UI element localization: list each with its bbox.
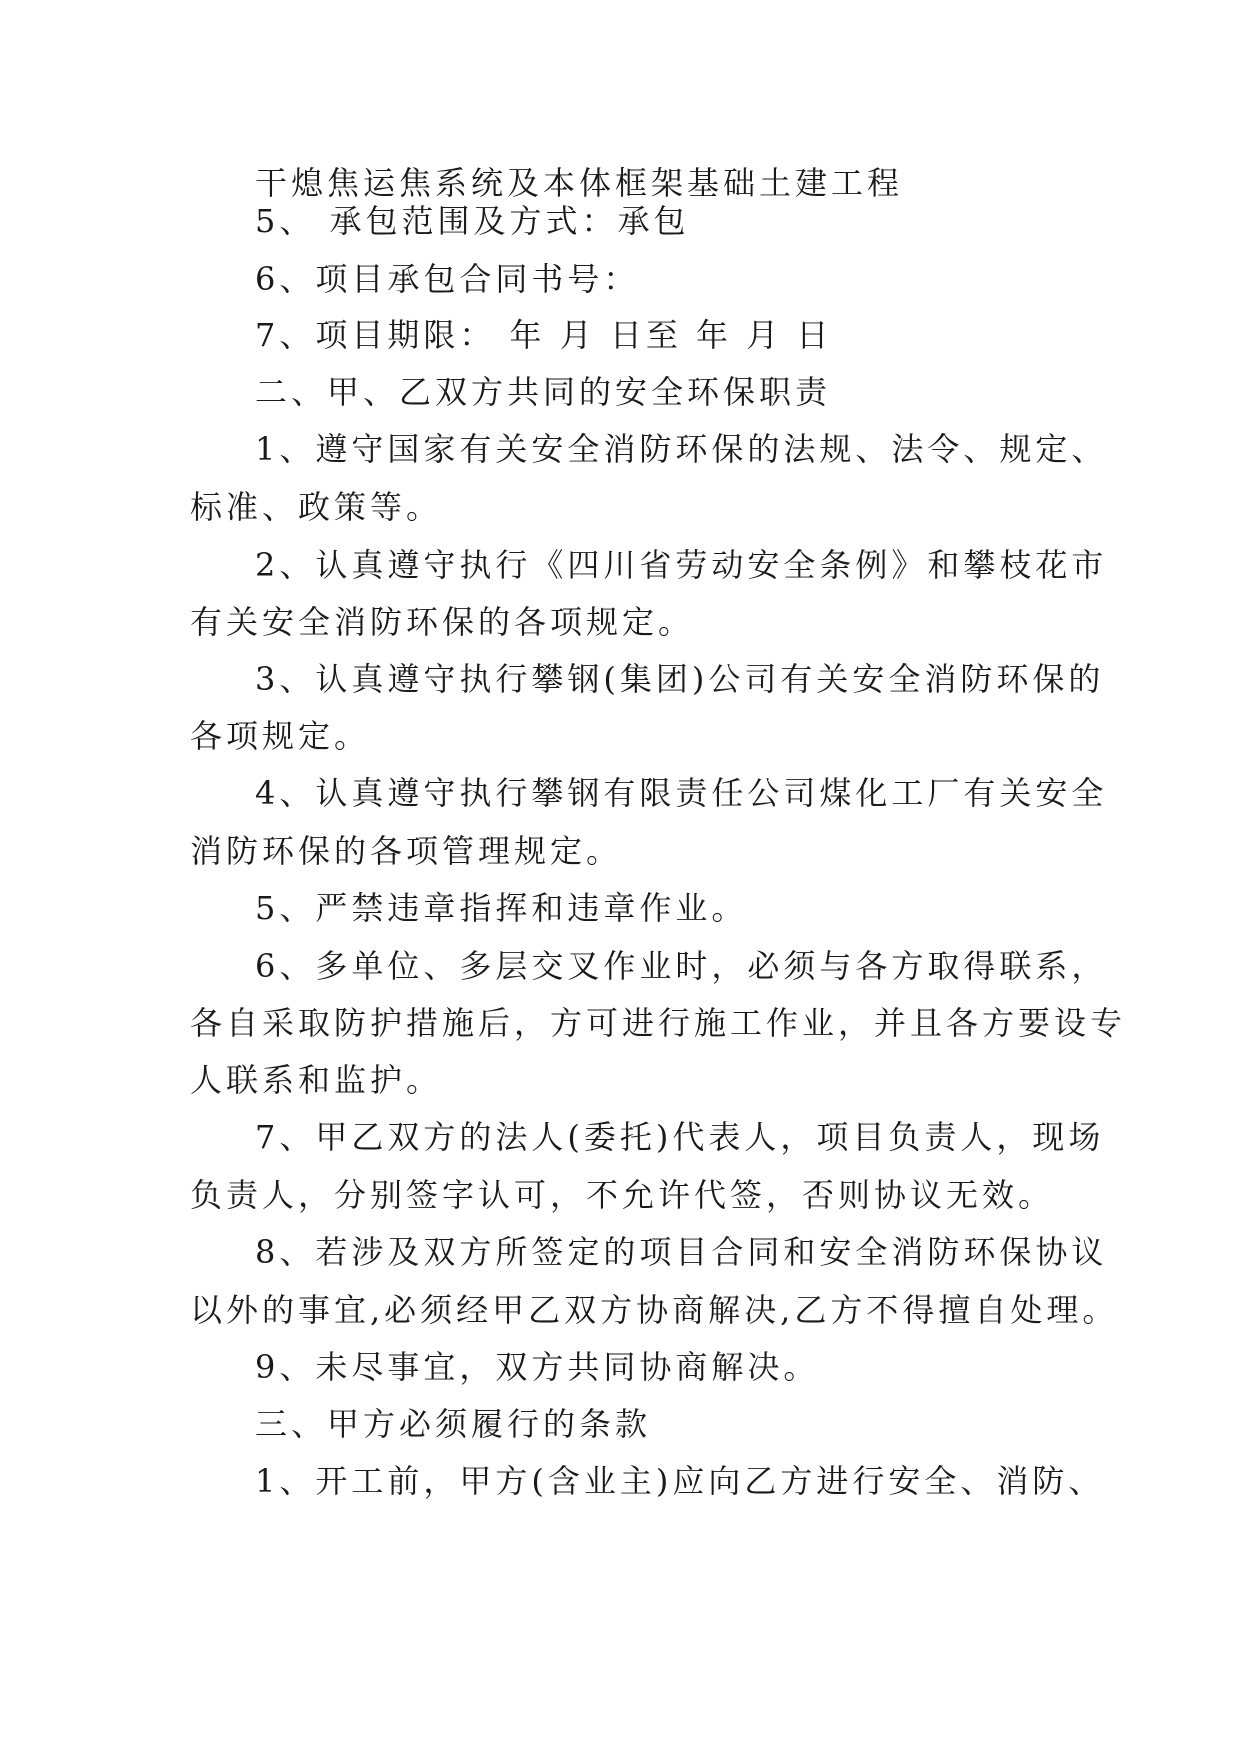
- text-line: 消防环保的各项管理规定。: [190, 832, 623, 870]
- text-line: 负责人，分别签字认可，不允许代签，否则协议无效。: [190, 1176, 1055, 1214]
- text-line: 1、开工前，甲方(含业主)应向乙方进行安全、消防、: [255, 1462, 1105, 1500]
- text-line: 6、项目承包合同书号：: [255, 260, 640, 298]
- text-line: 4、认真遵守执行攀钢有限责任公司煤化工厂有关安全: [255, 774, 1108, 812]
- text-line: 各项规定。: [190, 717, 371, 755]
- text-line: 7、甲乙双方的法人(委托)代表人，项目负责人，现场: [255, 1118, 1105, 1156]
- text-line: 2、认真遵守执行《四川省劳动安全条例》和攀枝花市: [255, 546, 1108, 584]
- text-line: 干熄焦运焦系统及本体框架基础土建工程: [255, 164, 904, 202]
- section-heading: 二、甲、乙双方共同的安全环保职责: [255, 373, 832, 411]
- text-line: 3、认真遵守执行攀钢(集团)公司有关安全消防环保的: [255, 660, 1105, 698]
- text-line: 8、若涉及双方所签定的项目合同和安全消防环保协议: [255, 1233, 1108, 1271]
- text-line: 7、项目期限： 年 月 日至 年 月 日: [255, 316, 833, 354]
- text-line: 9、未尽事宜，双方共同协商解决。: [255, 1348, 820, 1386]
- text-line: 5、 承包范围及方式：承包: [255, 202, 690, 240]
- section-heading: 三、甲方必须履行的条款: [255, 1405, 652, 1443]
- text-line: 5、严禁违章指挥和违章作业。: [255, 889, 748, 927]
- text-line: 以外的事宜,必须经甲乙双方协商解决,乙方不得擅自处理。: [190, 1291, 1119, 1329]
- text-line: 1、遵守国家有关安全消防环保的法规、法令、规定、: [255, 430, 1108, 468]
- text-line: 各自采取防护措施后，方可进行施工作业，并且各方要设专: [190, 1004, 1127, 1042]
- text-line: 有关安全消防环保的各项规定。: [190, 603, 695, 641]
- text-line: 标准、政策等。: [190, 488, 443, 526]
- text-line: 人联系和监护。: [190, 1061, 443, 1099]
- text-line: 6、多单位、多层交叉作业时，必须与各方取得联系，: [255, 947, 1108, 985]
